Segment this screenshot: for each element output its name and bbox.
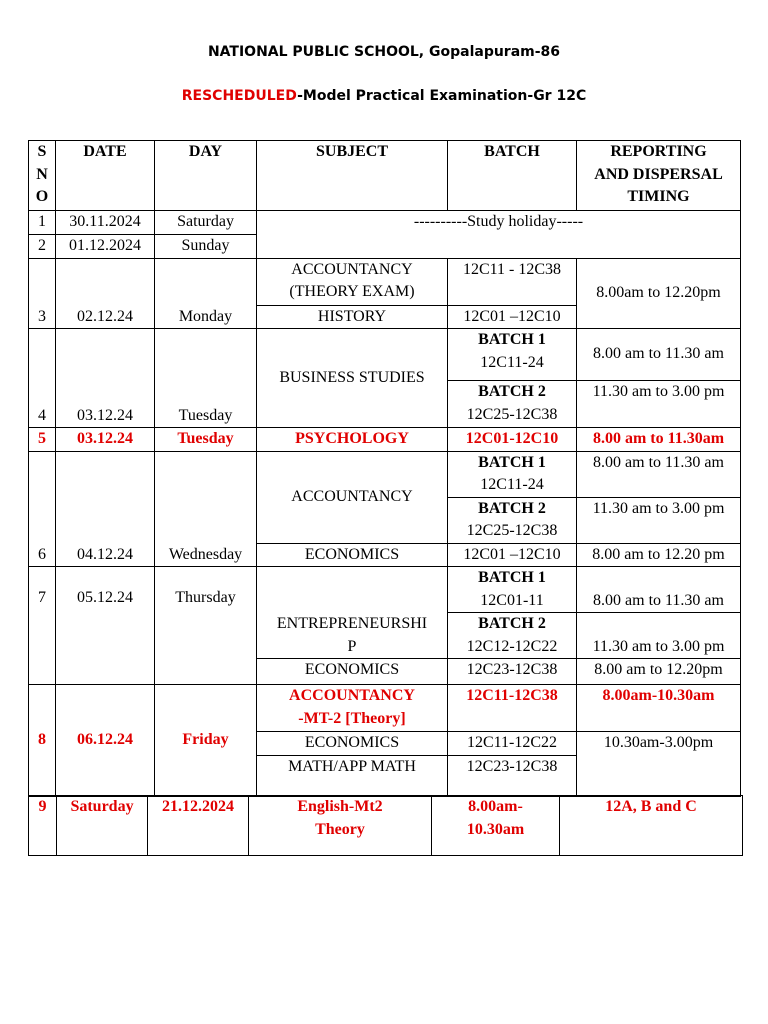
timing-cell: 11.30 am to 3.00 pm: [577, 381, 741, 428]
batch-cell: 12C11-12C38: [448, 685, 577, 732]
subject-cell: English-Mt2 Theory: [249, 796, 432, 856]
rescheduled-row-table: [28, 795, 743, 856]
timing-cell: 8.00am to 12.20pm: [577, 258, 741, 329]
school-name: NATIONAL PUBLIC SCHOOL, Gopalapuram-86: [207, 44, 561, 60]
date-cell: 21.12.2024: [148, 796, 249, 856]
timing-cell: 8.00am-10.30am: [577, 685, 741, 732]
timing-cell: 11.30 am to 3.00 pm: [577, 613, 741, 659]
date-cell: 06.12.24: [56, 685, 155, 797]
batch-cell: BATCH 2 12C25-12C38: [448, 381, 577, 428]
subject-cell: ENTREPRENEURSHI P: [257, 567, 448, 659]
subject-cell: ACCOUNTANCY (THEORY EXAM): [257, 258, 448, 305]
batch-cell: 12C23-12C38: [448, 659, 577, 685]
col-header-subject: SUBJECT: [257, 141, 448, 211]
date-cell: 05.12.24: [56, 567, 155, 685]
col-header-day: DAY: [155, 141, 257, 211]
date-cell: 30.11.2024: [56, 211, 155, 235]
day-cell: Thursday: [155, 567, 257, 685]
timing-cell: 11.30 am to 3.00 pm: [577, 497, 741, 543]
subject-cell: ECONOMICS: [257, 732, 448, 756]
timing-cell: 8.00am- 10.30am: [432, 796, 560, 856]
subject-cell: ECONOMICS: [257, 543, 448, 567]
day-cell: Monday: [155, 258, 257, 329]
timing-cell: 8.00 am to 12.20pm: [577, 659, 741, 685]
study-holiday-cell: ----------Study holiday-----: [257, 211, 741, 259]
rescheduled-label: RESCHEDULED: [181, 88, 298, 104]
subject-cell: MATH/APP MATH: [257, 755, 448, 796]
date-cell: 03.12.24: [56, 329, 155, 428]
sno-cell: 3: [29, 258, 56, 329]
date-cell: 04.12.24: [56, 451, 155, 567]
subject-cell: ECONOMICS: [257, 659, 448, 685]
sno-cell: 9: [29, 796, 57, 856]
batch-cell: BATCH 2 12C12-12C22: [448, 613, 577, 659]
table-row: [29, 258, 741, 305]
batch-cell: 12C01-12C10: [448, 428, 577, 452]
day-cell: Sunday: [155, 234, 257, 258]
day-cell: Saturday: [155, 211, 257, 235]
timing-cell: 10.30am-3.00pm: [577, 732, 741, 797]
schedule-table: [28, 140, 741, 797]
sno-cell: 6: [29, 451, 56, 567]
timing-cell: 8.00 am to 11.30 am: [577, 567, 741, 613]
col-header-date: DATE: [56, 141, 155, 211]
subject-cell: HISTORY: [257, 305, 448, 329]
subject-cell: ACCOUNTANCY: [257, 451, 448, 543]
batch-cell: 12C23-12C38: [448, 755, 577, 796]
sno-cell: 4: [29, 329, 56, 428]
batch-cell: BATCH 1 12C11-24: [448, 329, 577, 381]
day-cell: Tuesday: [155, 329, 257, 428]
table-row: [29, 451, 741, 497]
timing-cell: 8.00 am to 11.30am: [577, 428, 741, 452]
date-cell: 03.12.24: [56, 428, 155, 452]
sno-cell: 1: [29, 211, 56, 235]
classes-cell: 12A, B and C: [560, 796, 743, 856]
table-row: [29, 329, 741, 381]
sno-cell: 8: [29, 685, 56, 797]
batch-cell: BATCH 2 12C25-12C38: [448, 497, 577, 543]
batch-cell: 12C11-12C22: [448, 732, 577, 756]
date-cell: 02.12.24: [56, 258, 155, 329]
exam-title: [0, 88, 768, 104]
sno-cell: 7: [29, 567, 56, 685]
table-row: [29, 211, 741, 235]
subject-cell: PSYCHOLOGY: [257, 428, 448, 452]
batch-cell: BATCH 1 12C11-24: [448, 451, 577, 497]
timing-cell: 8.00 am to 11.30 am: [577, 451, 741, 497]
day-cell: Friday: [155, 685, 257, 797]
table-row-highlighted: [29, 428, 741, 452]
batch-cell: BATCH 1 12C01-11: [448, 567, 577, 613]
date-cell: 01.12.2024: [56, 234, 155, 258]
subject-cell: BUSINESS STUDIES: [257, 329, 448, 428]
table-row: [29, 685, 741, 732]
timing-cell: 8.00 am to 12.20 pm: [577, 543, 741, 567]
subject-cell: ACCOUNTANCY -MT-2 [Theory]: [257, 685, 448, 732]
day-cell: Saturday: [57, 796, 148, 856]
table-row-highlighted: [29, 796, 743, 856]
col-header-timing: REPORTING AND DISPERSAL TIMING: [577, 141, 741, 211]
col-header-batch: BATCH: [448, 141, 577, 211]
sno-cell: 5: [29, 428, 56, 452]
timing-cell: 8.00 am to 11.30 am: [577, 329, 741, 381]
day-cell: Wednesday: [155, 451, 257, 567]
day-cell: Tuesday: [155, 428, 257, 452]
table-header-row: [29, 141, 741, 211]
batch-cell: 12C11 - 12C38: [448, 258, 577, 305]
exam-title-rest: -Model Practical Examination-Gr 12C: [297, 88, 587, 104]
sno-cell: 2: [29, 234, 56, 258]
batch-cell: 12C01 –12C10: [448, 305, 577, 329]
col-header-sno: S N O: [29, 141, 56, 211]
table-row: [29, 567, 741, 613]
batch-cell: 12C01 –12C10: [448, 543, 577, 567]
